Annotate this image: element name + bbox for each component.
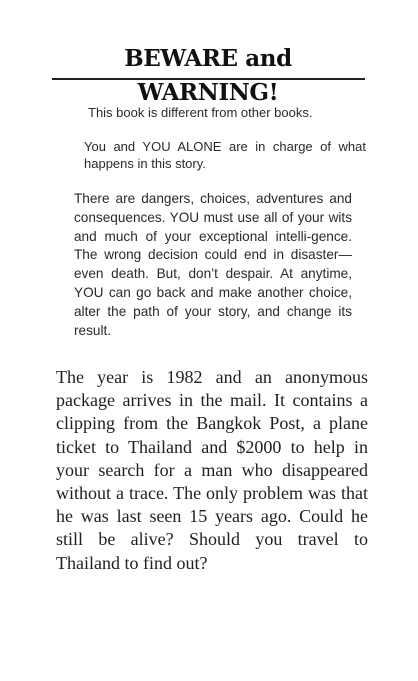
title-divider	[52, 78, 365, 80]
story-paragraph: The year is 1982 and an anonymous package arrives in the mail. It contains a clipping from the Bangkok Post, a plane ticket to Thailand and $2000 to help in your search for a man who disappeared without a trace. The only problem was that he was last seen 15 years ago. Could he still be alive? Should you travel to Thailand to find out?	[56, 367, 368, 573]
dangers-paragraph: There are dangers, choices, adventures and consequences. YOU must use all of your wits and much of your exceptional intelli-gence. The wrong decision could end in disaster—even death. But, don’t despair. At anytime, YOU can go back and make another choice, alter the path of your story, and change its result.	[74, 191, 352, 338]
intro-paragraph: This book is different from other books.	[88, 105, 313, 120]
page-title: BEWARE and WARNING!	[124, 45, 292, 106]
control-paragraph: You and YOU ALONE are in charge of what happens in this story.	[84, 139, 366, 171]
